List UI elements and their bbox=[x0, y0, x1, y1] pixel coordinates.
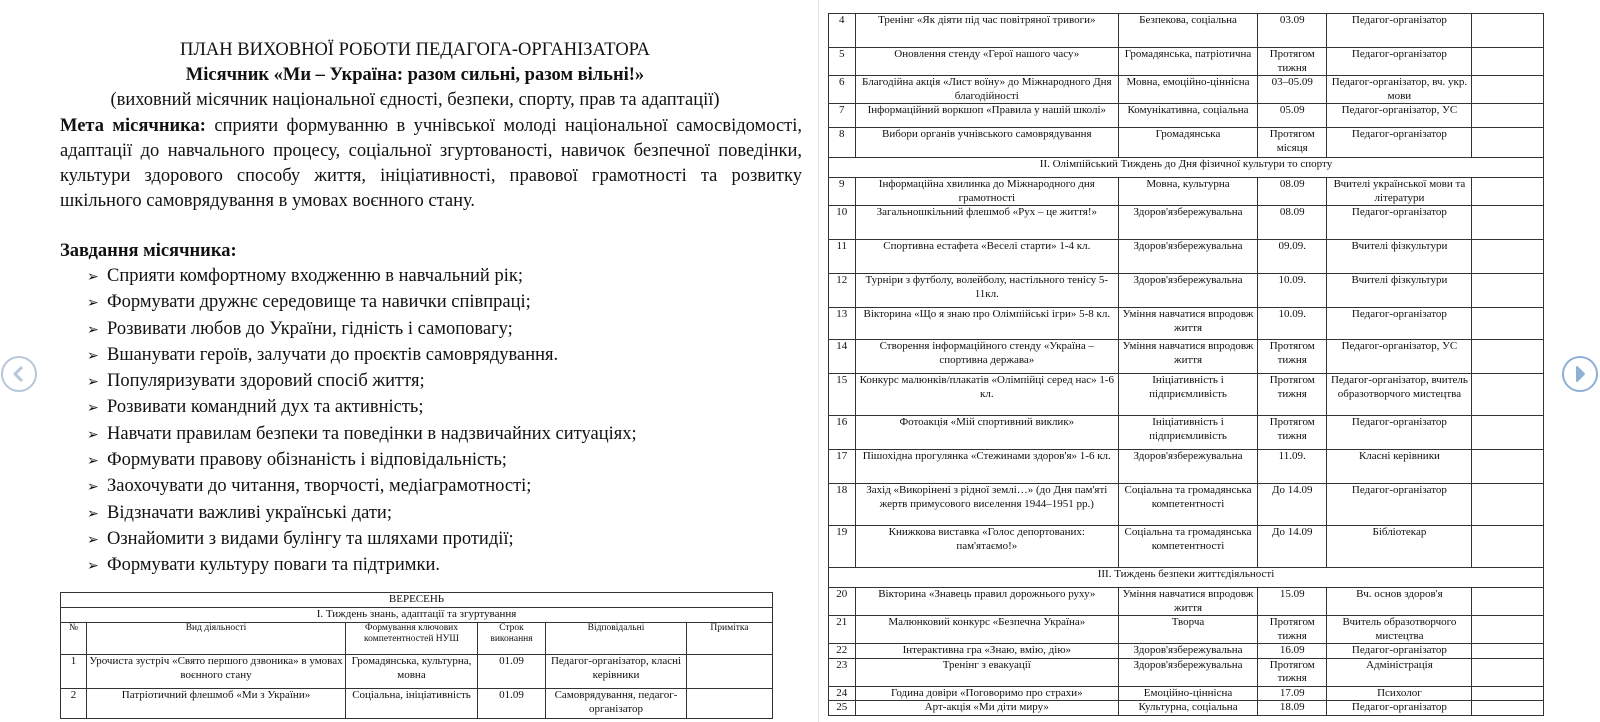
table-cell bbox=[1472, 128, 1544, 158]
table-cell: Вчителі української мови та літератури bbox=[1327, 178, 1472, 206]
table-cell: Педагог-організатор bbox=[1327, 416, 1472, 450]
table-row bbox=[829, 644, 1544, 659]
table-cell: 4 bbox=[829, 14, 856, 48]
table-cell bbox=[1472, 76, 1544, 104]
table-cell: Педагог-організатор bbox=[1327, 484, 1472, 526]
table-cell: Самоврядування, педагог-організатор bbox=[546, 689, 687, 719]
table-row bbox=[829, 616, 1544, 644]
table-cell: Класні керівники bbox=[1327, 450, 1472, 484]
table-cell: Здоров'язбережувальна bbox=[1119, 644, 1258, 659]
month-label: ВЕРЕСЕНЬ bbox=[61, 593, 773, 608]
table-cell bbox=[1472, 340, 1544, 374]
table-cell: 10.09. bbox=[1257, 308, 1326, 340]
table-cell: Уміння навчатися впродовж життя bbox=[1119, 588, 1258, 616]
table-cell bbox=[687, 689, 773, 719]
aim-label: Мета місячника: bbox=[60, 116, 206, 136]
table-cell: 15 bbox=[829, 374, 856, 416]
table-cell: Інформаційний воркшоп «Правила у нашій школі» bbox=[855, 104, 1119, 128]
document-subtitle-note: (виховний місячник національної єдності, безпеки, спорту, прав та адаптації) bbox=[110, 90, 720, 110]
table-cell: Протягом тижня bbox=[1257, 340, 1326, 374]
task-text: Ознайомити з видами булінгу та шляхами протидії; bbox=[107, 528, 514, 549]
task-item bbox=[87, 474, 637, 500]
table-cell: Педагог-організатор bbox=[1327, 308, 1472, 340]
table-cell: Протягом тижня bbox=[1257, 374, 1326, 416]
table-cell: 13 bbox=[829, 308, 856, 340]
table-cell: 16.09 bbox=[1257, 644, 1326, 659]
table-cell: Педагог-організатор bbox=[1327, 14, 1472, 48]
table-cell: Соціальна та громадянська компетентності bbox=[1119, 484, 1258, 526]
table-cell: Здоров'язбережувальна bbox=[1119, 240, 1258, 274]
task-text: Формувати правову обізнаність і відповідальність; bbox=[107, 450, 507, 471]
table-cell: 11.09. bbox=[1257, 450, 1326, 484]
table-cell: Протягом тижня bbox=[1257, 658, 1326, 686]
table-row bbox=[829, 206, 1544, 240]
task-item bbox=[87, 527, 637, 553]
table-row bbox=[829, 76, 1544, 104]
table-cell: 11 bbox=[829, 240, 856, 274]
table-cell: Педагог-організатор, вчитель образотворчого мистецтва bbox=[1327, 374, 1472, 416]
arrow-bullet-icon: ➢ bbox=[87, 531, 99, 548]
task-text: Розвивати любов до України, гідність і самоповагу; bbox=[107, 318, 513, 339]
column-header: Строк виконання bbox=[478, 623, 546, 655]
table-cell: 17 bbox=[829, 450, 856, 484]
table-cell: Соціальна та громадянська компетентності bbox=[1119, 526, 1258, 568]
table-cell bbox=[1472, 588, 1544, 616]
table-cell bbox=[1472, 416, 1544, 450]
table-cell: 18.09 bbox=[1257, 701, 1326, 716]
table-cell: До 14.09 bbox=[1257, 526, 1326, 568]
table-cell bbox=[1472, 658, 1544, 686]
arrow-bullet-icon: ➢ bbox=[87, 426, 99, 443]
table-row bbox=[829, 104, 1544, 128]
table-cell: 05.09 bbox=[1257, 104, 1326, 128]
table-cell: Адміністрація bbox=[1327, 658, 1472, 686]
table-cell bbox=[1472, 616, 1544, 644]
table-cell: 01.09 bbox=[478, 655, 546, 689]
table-cell: Загальношкільний флешмоб «Рух – це життя!» bbox=[855, 206, 1119, 240]
table-cell: 6 bbox=[829, 76, 856, 104]
task-text: Розвивати командний дух та активність; bbox=[107, 397, 424, 418]
table-cell: Вікторина «Знавець правил дорожнього руху» bbox=[855, 588, 1119, 616]
table-cell: Вікторина «Що я знаю про Олімпійські ігри» 5-8 кл. bbox=[855, 308, 1119, 340]
document-page-left bbox=[30, 0, 810, 722]
column-header: Примітка bbox=[687, 623, 773, 655]
task-item bbox=[87, 501, 637, 527]
table-cell: Тренінг з евакуації bbox=[855, 658, 1119, 686]
task-text: Відзначати важливі українські дати; bbox=[107, 502, 392, 523]
table-cell: Тренінг «Як діяти під час повітряної тривоги» bbox=[855, 14, 1119, 48]
table-cell: Інтерактивна гра «Знаю, вмію, дію» bbox=[855, 644, 1119, 659]
table-cell: Соціальна, ініціативність bbox=[346, 689, 478, 719]
table-cell bbox=[1472, 686, 1544, 701]
table-cell bbox=[1472, 274, 1544, 308]
section-label: ІІІ. Тиждень безпеки життєдіяльності bbox=[829, 568, 1544, 588]
table-cell: Педагог-організатор bbox=[1327, 128, 1472, 158]
table-row bbox=[61, 655, 773, 689]
arrow-bullet-icon: ➢ bbox=[87, 269, 99, 285]
table-cell bbox=[1472, 701, 1544, 716]
table-cell: Здоров'язбережувальна bbox=[1119, 206, 1258, 240]
table-cell: Мовна, емоційно-ціннісна bbox=[1119, 76, 1258, 104]
table-cell: Бібліотекар bbox=[1327, 526, 1472, 568]
table-row bbox=[829, 686, 1544, 701]
table-cell: 9 bbox=[829, 178, 856, 206]
plan-table-top bbox=[60, 592, 773, 719]
page-divider bbox=[818, 0, 819, 722]
table-cell: Пішохідна прогулянка «Стежинами здоров'я» 1-6 кл. bbox=[855, 450, 1119, 484]
table-cell: 25 bbox=[829, 701, 856, 716]
table-cell: Комунікативна, соціальна bbox=[1119, 104, 1258, 128]
table-cell: Урочиста зустріч «Свято першого дзвоника» в умовах воєнного стану bbox=[87, 655, 346, 689]
chevron-left-icon bbox=[11, 365, 27, 383]
table-cell: Протягом місяця bbox=[1257, 128, 1326, 158]
table-cell: Оновлення стенду «Герої нашого часу» bbox=[855, 48, 1119, 76]
table-row bbox=[829, 374, 1544, 416]
table-cell: 17.09 bbox=[1257, 686, 1326, 701]
table-cell: 7 bbox=[829, 104, 856, 128]
table-cell: До 14.09 bbox=[1257, 484, 1326, 526]
table-row bbox=[829, 48, 1544, 76]
section-row bbox=[829, 568, 1544, 588]
table-cell: 08.09 bbox=[1257, 206, 1326, 240]
table-cell: 16 bbox=[829, 416, 856, 450]
table-cell: Захід «Викорінені з рідної землі…» (до Дня пам'яті жертв примусового виселення 1944–1951 рр.) bbox=[855, 484, 1119, 526]
arrow-bullet-icon: ➢ bbox=[87, 453, 99, 470]
table-cell: Протягом тижня bbox=[1257, 48, 1326, 76]
table-cell: Вибори органів учнівського самоврядування bbox=[855, 128, 1119, 158]
table-row bbox=[829, 484, 1544, 526]
table-cell: 15.09 bbox=[1257, 588, 1326, 616]
table-cell: 10 bbox=[829, 206, 856, 240]
table-row bbox=[829, 128, 1544, 158]
table-cell bbox=[1472, 104, 1544, 128]
section-label: ІІ. Олімпійський Тиждень до Дня фізичної культури то спорту bbox=[829, 158, 1544, 178]
table-cell: Мовна, культурна bbox=[1119, 178, 1258, 206]
table-cell: Педагог-організатор bbox=[1327, 701, 1472, 716]
task-item bbox=[87, 395, 637, 421]
table-cell: 14 bbox=[829, 340, 856, 374]
table-cell: 12 bbox=[829, 274, 856, 308]
task-item bbox=[87, 343, 637, 369]
task-item bbox=[87, 317, 637, 343]
table-row bbox=[829, 14, 1544, 48]
aim-text: сприяти формуванню в учнівської молоді національної самосвідомості, адаптації до навчального процесу, соціальної згуртованості, навичок безпечної поведінки, культури здорового способу життя, ініціативності, правової грамотності та розвитку шкільного самоврядування в умовах воєнного стану. bbox=[60, 116, 803, 211]
arrow-bullet-icon: ➢ bbox=[87, 295, 99, 312]
table-header-row bbox=[61, 623, 773, 655]
table-cell: Турніри з футболу, волейболу, настільного тенісу 5-11кл. bbox=[855, 274, 1119, 308]
table-cell: Інформаційна хвилинка до Міжнародного дня грамотності bbox=[855, 178, 1119, 206]
next-page-button[interactable] bbox=[1562, 356, 1598, 392]
table-row bbox=[829, 274, 1544, 308]
arrow-bullet-icon: ➢ bbox=[87, 479, 99, 496]
table-cell: 01.09 bbox=[478, 689, 546, 719]
table-cell bbox=[1472, 308, 1544, 340]
table-row bbox=[829, 450, 1544, 484]
table-cell: 18 bbox=[829, 484, 856, 526]
table-cell: Педагог-організатор, класні керівники bbox=[546, 655, 687, 689]
table-cell: Здоров'язбережувальна bbox=[1119, 450, 1258, 484]
table-cell: Вч. основ здоров'я bbox=[1327, 588, 1472, 616]
table-cell: 24 bbox=[829, 686, 856, 701]
table-cell: Вчитель образотворчого мистецтва bbox=[1327, 616, 1472, 644]
task-text: Навчати правилам безпеки та поведінки в надзвичайних ситуаціях; bbox=[107, 423, 637, 444]
plan-table-continued bbox=[828, 13, 1544, 716]
table-cell: 19 bbox=[829, 526, 856, 568]
task-text: Сприяти комфортному входженню в навчальний рік; bbox=[107, 266, 523, 286]
task-text: Формувати культуру поваги та підтримки. bbox=[107, 555, 440, 576]
table-cell bbox=[687, 655, 773, 689]
table-cell: Вчителі фізкультури bbox=[1327, 274, 1472, 308]
prev-page-button[interactable] bbox=[1, 356, 37, 392]
table-cell: Уміння навчатися впродовж життя bbox=[1119, 308, 1258, 340]
table-row bbox=[829, 240, 1544, 274]
table-cell bbox=[1472, 526, 1544, 568]
task-item bbox=[87, 448, 637, 474]
table-cell: Вчителі фізкультури bbox=[1327, 240, 1472, 274]
column-header: № bbox=[61, 623, 87, 655]
aim-paragraph bbox=[60, 114, 802, 214]
table-cell: Педагог-організатор bbox=[1327, 48, 1472, 76]
table-cell: 08.09 bbox=[1257, 178, 1326, 206]
table-cell: Безпекова, соціальна bbox=[1119, 14, 1258, 48]
table-cell: Арт-акція «Ми діти миру» bbox=[855, 701, 1119, 716]
table-cell: Книжкова виставка «Голос депортованих: пам'ятаємо!» bbox=[855, 526, 1119, 568]
table-cell bbox=[1472, 484, 1544, 526]
table-cell: Психолог bbox=[1327, 686, 1472, 701]
table-cell: 22 bbox=[829, 644, 856, 659]
table-cell bbox=[1472, 450, 1544, 484]
table-cell: 8 bbox=[829, 128, 856, 158]
table-cell bbox=[1472, 644, 1544, 659]
table-cell bbox=[1472, 240, 1544, 274]
document-page-right bbox=[828, 0, 1550, 722]
table-cell: 21 bbox=[829, 616, 856, 644]
table-row bbox=[829, 701, 1544, 716]
task-item bbox=[87, 264, 637, 290]
table-cell: 09.09. bbox=[1257, 240, 1326, 274]
table-cell: Громадянська, патріотична bbox=[1119, 48, 1258, 76]
table-cell: Здоров'язбережувальна bbox=[1119, 658, 1258, 686]
table-cell: Громадянська, культурна, мовна bbox=[346, 655, 478, 689]
table-cell bbox=[1472, 48, 1544, 76]
arrow-bullet-icon: ➢ bbox=[87, 321, 99, 338]
table-row bbox=[829, 658, 1544, 686]
table-row bbox=[61, 689, 773, 719]
table-cell: Педагог-організатор, вч. укр. мови bbox=[1327, 76, 1472, 104]
table-cell: 03.09 bbox=[1257, 14, 1326, 48]
table-cell: Педагог-організатор, УС bbox=[1327, 104, 1472, 128]
task-item bbox=[87, 290, 637, 316]
table-cell: 03–05.09 bbox=[1257, 76, 1326, 104]
table-cell bbox=[1472, 206, 1544, 240]
table-cell: Створення інформаційного стенду «Україна – спортивна держава» bbox=[855, 340, 1119, 374]
task-list bbox=[87, 264, 637, 580]
table-cell: Культурна, соціальна bbox=[1119, 701, 1258, 716]
task-text: Вшанувати героїв, залучати до проєктів самоврядування. bbox=[107, 344, 559, 365]
table-cell: Педагог-організатор bbox=[1327, 644, 1472, 659]
section-label: І. Тиждень знань, адаптації та згуртування bbox=[61, 608, 773, 623]
document-subtitle: Місячник «Ми – Україна: разом сильні, разом вільні!» bbox=[185, 65, 645, 85]
table-cell: Фотоакція «Мій спортивний виклик» bbox=[855, 416, 1119, 450]
task-text: Формувати дружнє середовище та навички співпраці; bbox=[107, 292, 531, 313]
task-item bbox=[87, 369, 637, 395]
table-cell: Малюнковий конкурс «Безпечна Україна» bbox=[855, 616, 1119, 644]
table-cell: Спортивна естафета «Веселі старти» 1-4 кл. bbox=[855, 240, 1119, 274]
table-cell: 2 bbox=[61, 689, 87, 719]
table-cell: Педагог-організатор bbox=[1327, 206, 1472, 240]
table-row bbox=[829, 308, 1544, 340]
table-row bbox=[829, 178, 1544, 206]
document-title: ПЛАН ВИХОВНОЇ РОБОТИ ПЕДАГОГА-ОРГАНІЗАТОРА bbox=[180, 40, 650, 60]
table-cell: 20 bbox=[829, 588, 856, 616]
chevron-right-icon bbox=[1572, 365, 1588, 383]
table-cell: Громадянська bbox=[1119, 128, 1258, 158]
table-row bbox=[829, 340, 1544, 374]
section-row bbox=[829, 158, 1544, 178]
table-row bbox=[829, 588, 1544, 616]
table-cell: Здоров'язбережувальна bbox=[1119, 274, 1258, 308]
arrow-bullet-icon: ➢ bbox=[87, 374, 99, 391]
table-cell bbox=[1472, 374, 1544, 416]
table-cell: 23 bbox=[829, 658, 856, 686]
table-cell: Ініціативність і підприємливість bbox=[1119, 374, 1258, 416]
task-text: Популяризувати здоровий спосіб життя; bbox=[107, 371, 425, 392]
column-header: Вид діяльності bbox=[87, 623, 346, 655]
table-cell: Протягом тижня bbox=[1257, 416, 1326, 450]
table-cell: Уміння навчатися впродовж життя bbox=[1119, 340, 1258, 374]
table-cell: Протягом тижня bbox=[1257, 616, 1326, 644]
table-row bbox=[829, 526, 1544, 568]
table-cell: Благодійна акція «Лист воїну» до Міжнародного Дня благодійності bbox=[855, 76, 1119, 104]
arrow-bullet-icon: ➢ bbox=[87, 505, 99, 522]
table-cell bbox=[1472, 178, 1544, 206]
column-header: Формування ключових компетентностей НУШ bbox=[346, 623, 478, 655]
task-text: Заохочувати до читання, творчості, медіаграмотності; bbox=[107, 476, 532, 497]
table-cell bbox=[1472, 14, 1544, 48]
table-row bbox=[829, 416, 1544, 450]
table-cell: Творча bbox=[1119, 616, 1258, 644]
table-cell: 10.09. bbox=[1257, 274, 1326, 308]
table-cell: Конкурс малюнків/плакатів «Олімпійці серед нас» 1-6 кл. bbox=[855, 374, 1119, 416]
section-row bbox=[61, 608, 773, 623]
month-row bbox=[61, 593, 773, 608]
arrow-bullet-icon: ➢ bbox=[87, 400, 99, 417]
tasks-heading: Завдання місячника: bbox=[60, 241, 237, 261]
column-header: Відповідальні bbox=[546, 623, 687, 655]
task-item bbox=[87, 422, 637, 448]
arrow-bullet-icon: ➢ bbox=[87, 347, 99, 364]
table-cell: 1 bbox=[61, 655, 87, 689]
table-cell: Емоційно-ціннісна bbox=[1119, 686, 1258, 701]
table-cell: Ініціативність і підприємливість bbox=[1119, 416, 1258, 450]
arrow-bullet-icon: ➢ bbox=[87, 558, 99, 575]
task-item bbox=[87, 553, 637, 579]
table-cell: Година довіри «Поговоримо про страхи» bbox=[855, 686, 1119, 701]
table-cell: Педагог-організатор, УС bbox=[1327, 340, 1472, 374]
table-cell: Патріотичний флешмоб «Ми з України» bbox=[87, 689, 346, 719]
table-cell: 5 bbox=[829, 48, 856, 76]
